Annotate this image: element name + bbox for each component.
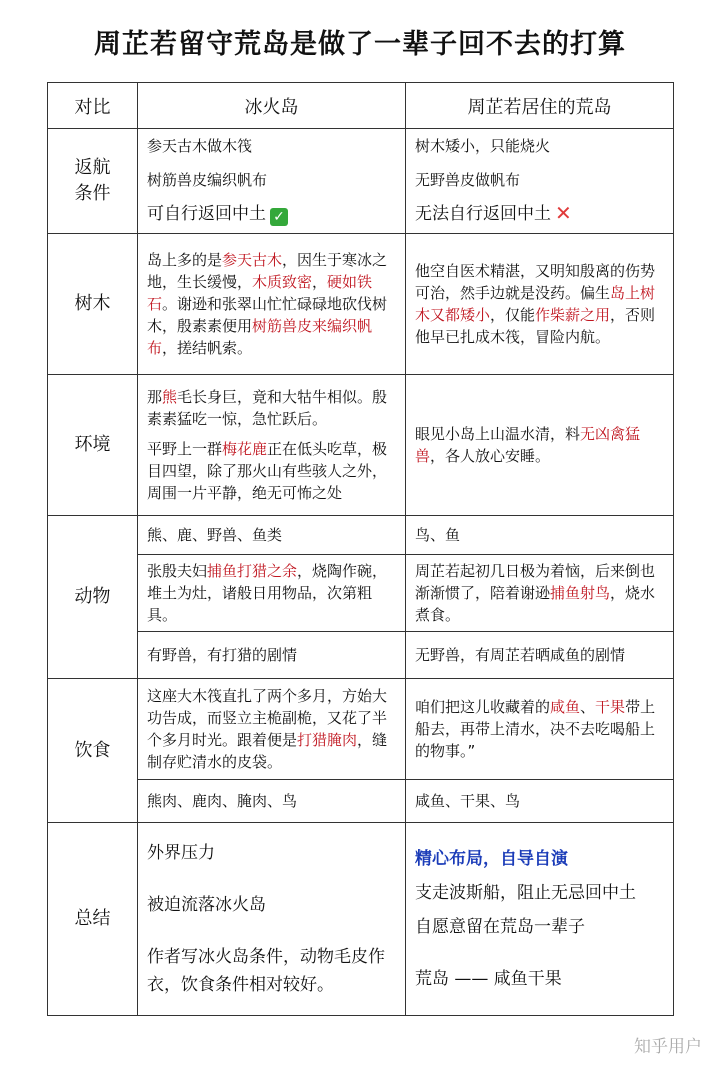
- paragraph: [406, 696, 673, 762]
- highlight: 树筋兽皮来编织帆布: [147, 317, 373, 357]
- highlight: 捕鱼打猎之余: [207, 562, 298, 580]
- text-line-verdict: [406, 197, 673, 231]
- check-icon: ✓: [270, 208, 288, 226]
- text-line: 自愿意留在荒岛一辈子: [415, 917, 585, 937]
- paragraph: [138, 249, 405, 359]
- highlight: 作柴薪之用: [535, 306, 611, 324]
- row-environment: [48, 375, 674, 516]
- verdict-text: 无法自行返回中土: [415, 204, 551, 224]
- text-line: 鸟、鱼: [415, 526, 461, 544]
- row-summary: [48, 823, 674, 1016]
- text: ，各人放心安睡。: [430, 447, 551, 465]
- highlight: 打猎腌肉: [297, 731, 358, 749]
- header-ice-fire-island: 冰火岛: [138, 83, 406, 129]
- highlight: 梅花鹿: [222, 440, 268, 458]
- text-line: 作者写冰火岛条件，动物毛皮作衣，饮食条件相对较好。: [147, 947, 385, 995]
- row-label: [48, 129, 138, 234]
- paragraph: [138, 560, 405, 626]
- text-line: 参天古木做木筏: [147, 137, 253, 155]
- cell-left: [138, 555, 406, 632]
- cell-left: [138, 780, 406, 823]
- text: ，烧陶作碗，堆土为灶，诸般日用物品，次第粗具。: [147, 562, 388, 624]
- text-line: 熊肉、鹿肉、腌肉、鸟: [147, 792, 298, 810]
- row-animals-b: [48, 555, 674, 632]
- text: 毛长身巨，竟和大牯牛相似。殷素素猛吃一惊，急忙跃后。: [147, 388, 388, 428]
- text-line: 有野兽，有打猎的剧情: [147, 646, 298, 664]
- text: 平野上一群: [147, 440, 223, 458]
- cell-right: [406, 823, 674, 1016]
- cell-right: [406, 780, 674, 823]
- text-line: 被迫流落冰火岛: [147, 895, 266, 915]
- highlight: 参天古木: [222, 251, 283, 269]
- row-label: 总结: [48, 823, 138, 1016]
- row-food-a: [48, 679, 674, 780]
- text: ，烧水煮食。: [415, 584, 656, 624]
- text: 正在低头吃草，极目四望，除了那火山有些骇人之外，周围一片平静，绝无可怖之处: [147, 440, 388, 502]
- row-food-b: [48, 780, 674, 823]
- text-line-verdict: [138, 197, 405, 231]
- header-compare: 对比: [48, 83, 138, 129]
- text: ，缝制存贮清水的皮袋。: [147, 731, 388, 771]
- row-label: 树木: [48, 234, 138, 375]
- text: 岛上多的是: [147, 251, 223, 269]
- text: 周芷若起初几日极为着恼，后来倒也渐渐惯了，陪着谢逊: [415, 562, 656, 602]
- text-line-highlight: 精心布局，自导自演: [415, 849, 568, 869]
- row-label: 饮食: [48, 679, 138, 823]
- cell-right: [406, 129, 674, 234]
- cell-left: [138, 823, 406, 1016]
- row-label: 环境: [48, 375, 138, 516]
- cell-left: [138, 375, 406, 516]
- text: 这座大木筏直扎了两个多月，方始大功告成，而竖立主桅副桅，又花了半个多月时光。跟着便是: [147, 687, 388, 749]
- highlight: 捕鱼射鸟: [550, 584, 611, 602]
- paragraph: [138, 438, 405, 504]
- paragraph: [138, 685, 405, 773]
- cell-right: [406, 632, 674, 679]
- row-animals-a: [48, 516, 674, 555]
- cell-right: [406, 555, 674, 632]
- cell-right: [406, 375, 674, 516]
- highlight: 木质致密: [252, 273, 313, 291]
- verdict-text: 可自行返回中土: [147, 204, 266, 224]
- text: 、: [580, 698, 596, 716]
- text: 咱们把这儿收藏着的: [415, 698, 551, 716]
- paragraph: [138, 386, 405, 430]
- cell-right: [406, 234, 674, 375]
- cell-left: [138, 129, 406, 234]
- text-line: 无野兽皮做帆布: [415, 171, 521, 189]
- page-title: 周芷若留守荒岛是做了一辈子回不去的打算: [94, 29, 626, 60]
- highlight: 硬如铁石: [147, 273, 373, 313]
- highlight: 无凶禽猛兽: [415, 425, 641, 465]
- highlight: 干果: [595, 698, 626, 716]
- row-trees: [48, 234, 674, 375]
- text: 那: [147, 388, 163, 406]
- paragraph: [406, 560, 673, 626]
- text: ，搓结帆索。: [162, 339, 253, 357]
- text: ，因生于寒冰之地，生长缓慢，: [147, 251, 388, 291]
- text-line: 外界压力: [147, 843, 215, 863]
- cell-right: [406, 679, 674, 780]
- cell-right: [406, 516, 674, 555]
- paragraph: [406, 423, 673, 467]
- text-line: 荒岛 —— 咸鱼干果: [415, 969, 562, 989]
- text: ，仅能: [490, 306, 536, 324]
- text: 张殷夫妇: [147, 562, 208, 580]
- text-line: 咸鱼、干果、鸟: [415, 792, 521, 810]
- text: 眼见小岛上山温水清，料: [415, 425, 581, 443]
- text: 他空自医术精湛，又明知殷离的伤势可治，然手边就是没药。偏生: [415, 262, 656, 302]
- paragraph: [406, 260, 673, 348]
- row-label: 动物: [48, 516, 138, 679]
- cell-left: [138, 516, 406, 555]
- text-line: 熊、鹿、野兽、鱼类: [147, 526, 283, 544]
- highlight: 熊: [162, 388, 178, 406]
- text: 带上船去，再带上清水，决不去吃喝船上的物事。”: [415, 698, 656, 760]
- text-line: 树筋兽皮编织帆布: [147, 171, 268, 189]
- text-line: 树木矮小，只能烧火: [415, 137, 551, 155]
- text-line: 支走波斯船，阻止无忌回中土: [415, 883, 636, 903]
- highlight: 岛上树木又都矮小: [415, 284, 656, 324]
- cell-left: [138, 679, 406, 780]
- row-animals-c: [48, 632, 674, 679]
- text-line: 无野兽，有周芷若晒咸鱼的剧情: [415, 646, 626, 664]
- cell-left: [138, 632, 406, 679]
- highlight: 咸鱼: [550, 698, 581, 716]
- row-label-text: 返航条件: [74, 157, 111, 204]
- watermark: 知乎用户: [634, 1037, 702, 1057]
- text: 。谢逊和张翠山忙忙碌碌地砍伐树木，殷素素便用: [147, 295, 388, 335]
- cross-icon: ✕: [555, 201, 572, 225]
- header-zhou-island: 周芷若居住的荒岛: [406, 83, 674, 129]
- text: ，: [312, 273, 328, 291]
- cell-left: [138, 234, 406, 375]
- comparison-table: [47, 82, 674, 1016]
- text: ，否则他早已扎成木筏，冒险内航。: [415, 306, 656, 346]
- header-row: [48, 83, 674, 129]
- row-return-conditions: [48, 129, 674, 234]
